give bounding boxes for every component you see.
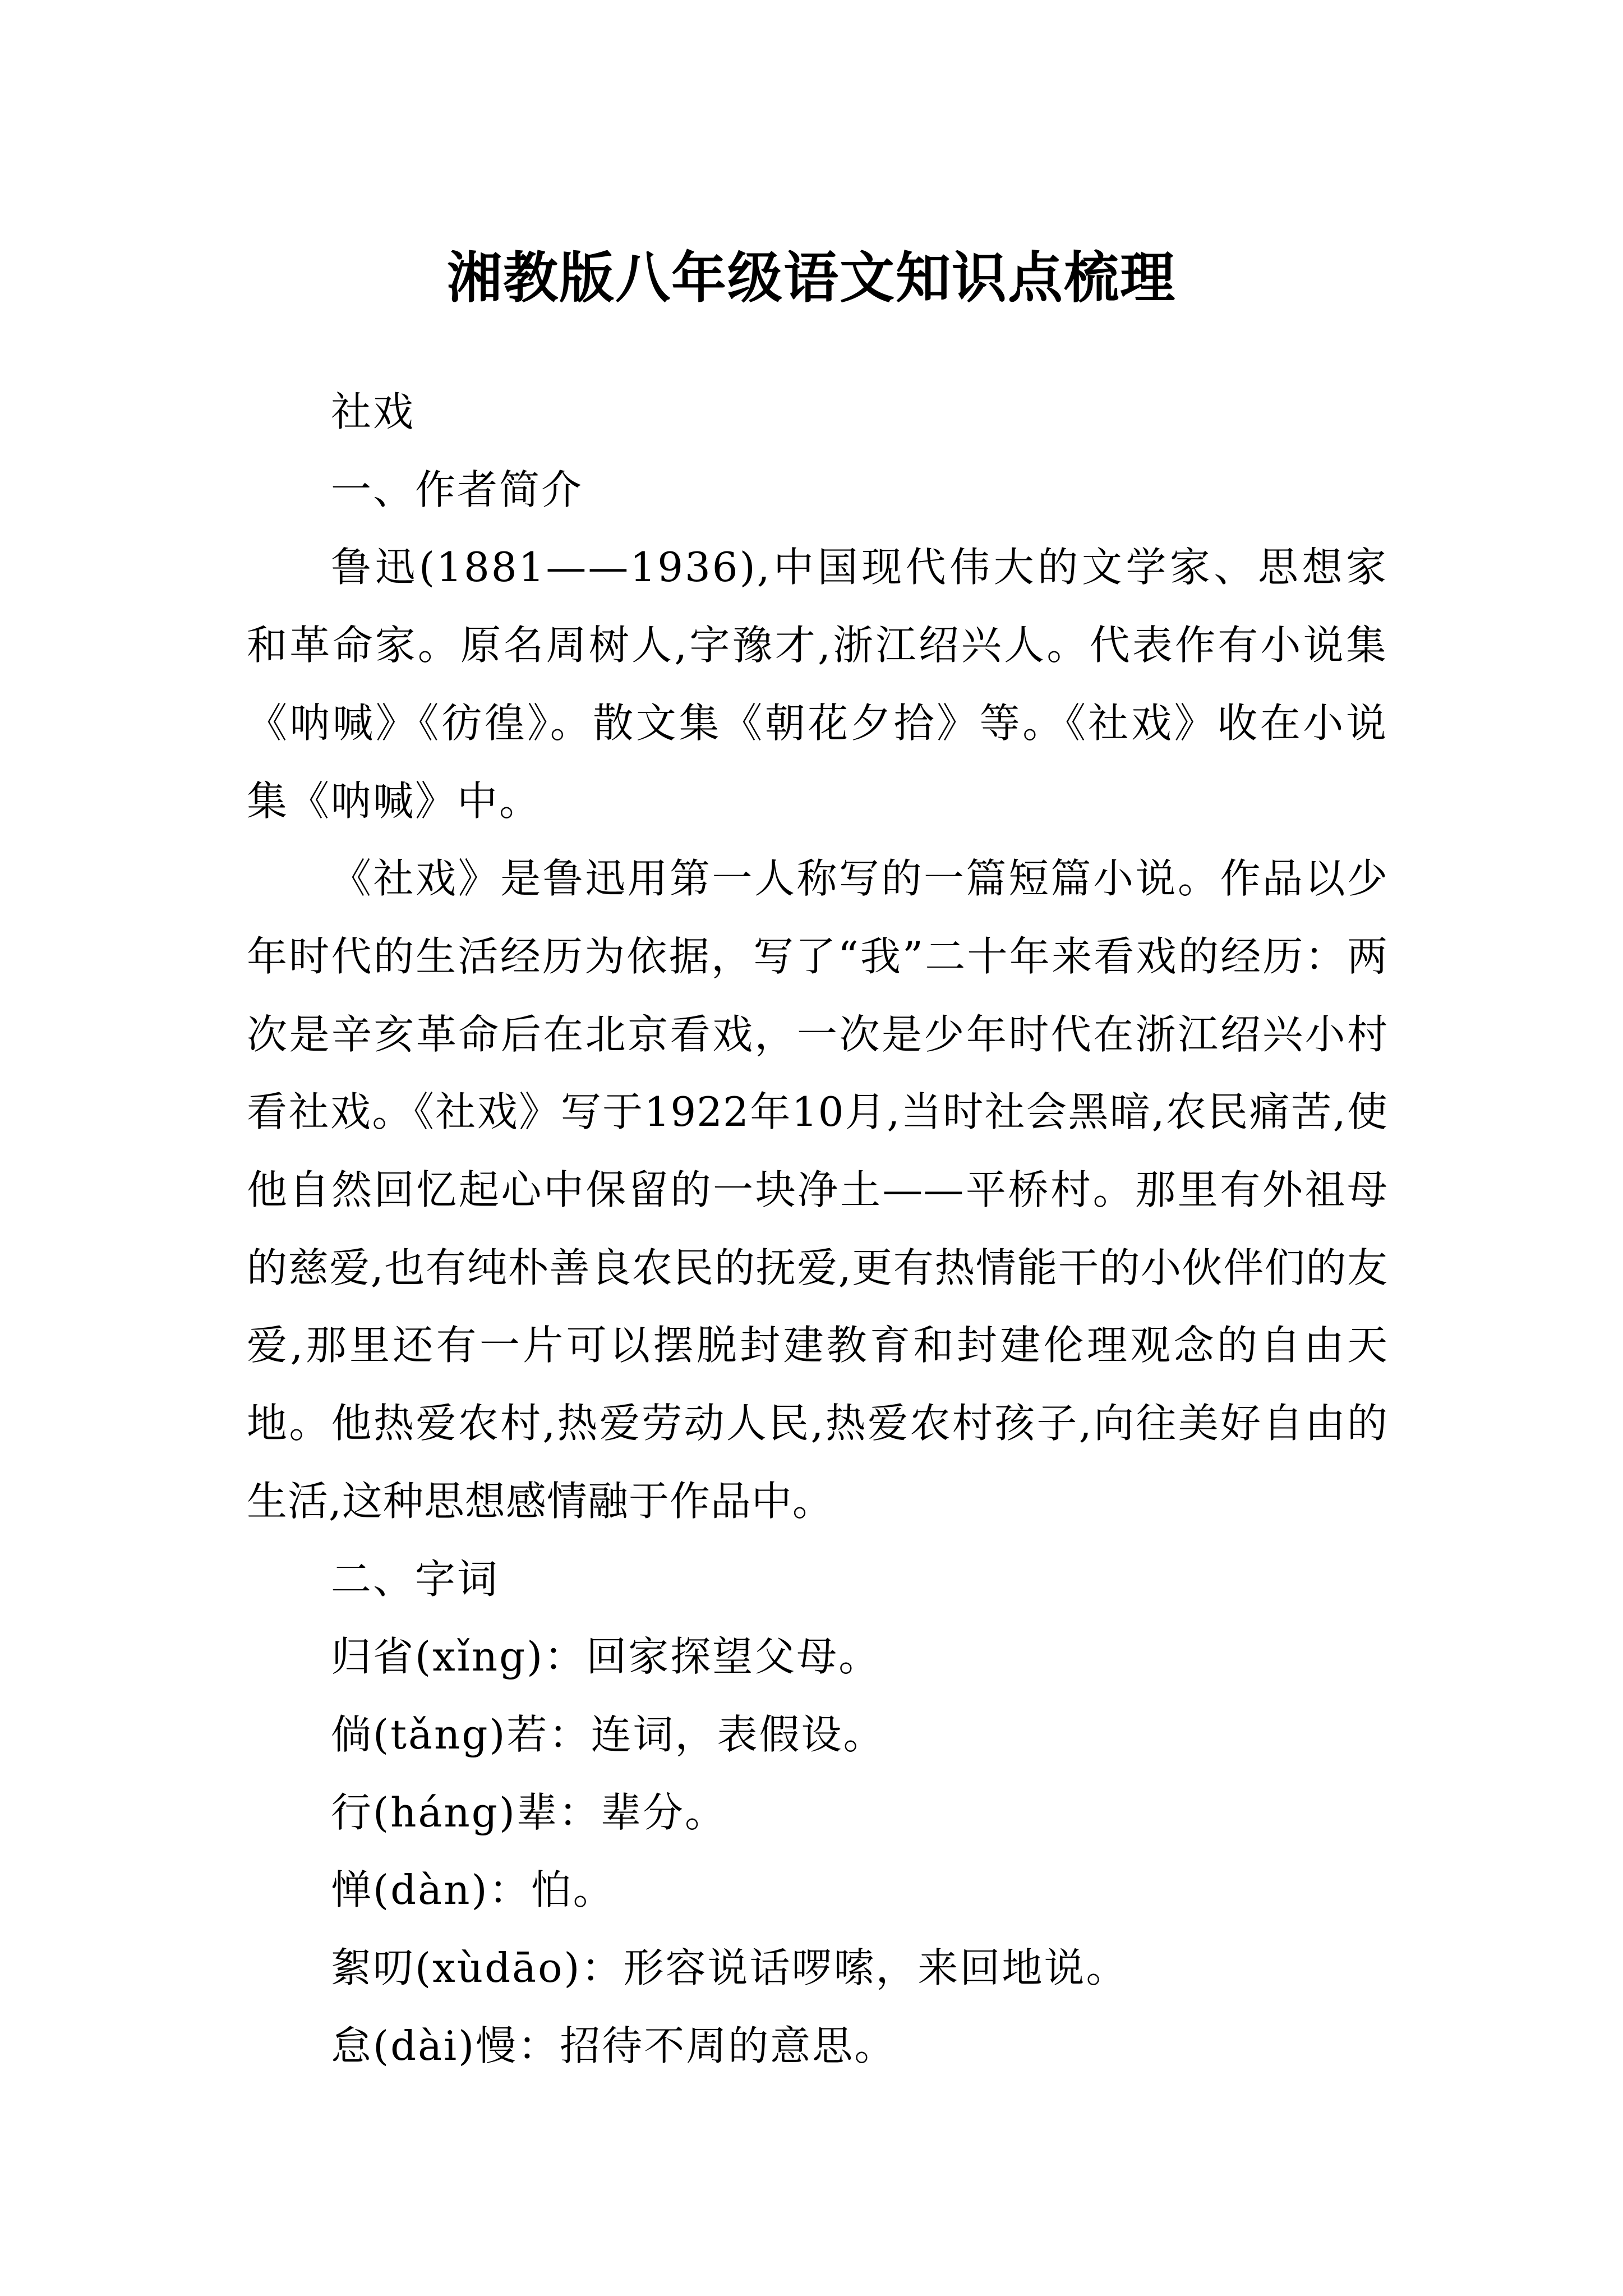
- vocab-entry: 归省(xǐng)：回家探望父母。: [331, 1633, 881, 1681]
- document-body: [247, 373, 1388, 2085]
- document-title: 湘教版八年级语文知识点梳理: [446, 245, 1176, 310]
- story-intro-paragraph: 《社戏》是鲁迅用第一人称写的一篇短篇小说。作品以少年时代的生活经历为依据，写了“我”二十年来看戏的经历：两次是辛亥革命后在北京看戏，一次是少年时代在浙江绍兴小村看社戏。《社戏》写于1922年10月,当时社会黑暗,农民痛苦,使他自然回忆起心中保留的一块净土——平桥村。那里有外祖母的慈爱,也有纯朴善良农民的抚爱,更有热情能干的小伙伴们的友爱,那里还有一片可以摆脱封建教育和封建伦理观念的自由天地。他热爱农村,热爱劳动人民,热爱农村孩子,向往美好自由的生活,这种思想感情融于作品中。: [247, 855, 1388, 1525]
- vocab-entry: 倘(tǎng)若：连词，表假设。: [331, 1710, 886, 1758]
- vocab-entry: 怠(dài)慢：招待不周的意思。: [331, 2022, 897, 2069]
- author-intro-paragraph: 鲁迅(1881——1936),中国现代伟大的文学家、思想家和革命家。原名周树人,字豫才,浙江绍兴人。代表作有小说集《呐喊》《彷徨》。散文集《朝花夕拾》等。《社戏》收在小说集《呐喊》中。: [247, 544, 1388, 825]
- part-two-heading: 二、字词: [331, 1555, 500, 1603]
- section-heading: 社戏: [331, 388, 416, 435]
- vocab-entry: 惮(dàn)：怕。: [331, 1866, 615, 1914]
- part-one-heading: 一、作者简介: [331, 466, 584, 513]
- vocab-entry: 行(háng)辈：辈分。: [331, 1788, 727, 1836]
- vocab-entry: 絮叨(xùdāo)：形容说话啰嗦，来回地说。: [331, 1944, 1128, 1992]
